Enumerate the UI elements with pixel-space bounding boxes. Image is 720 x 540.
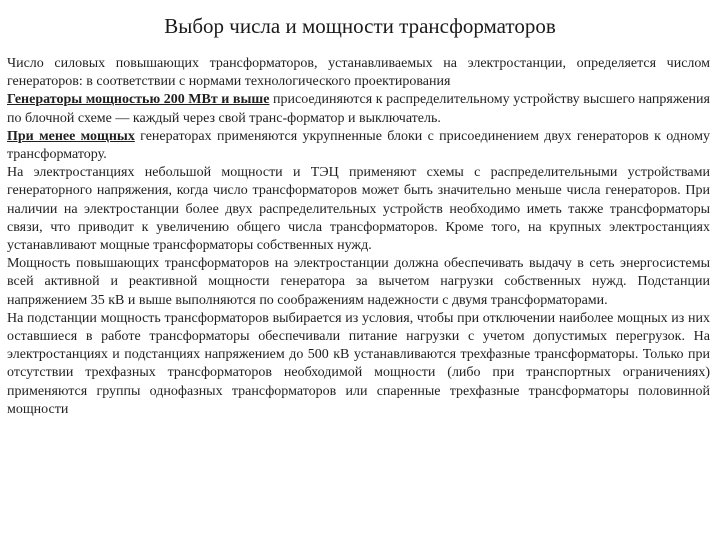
paragraph-step-up-power: Мощность повышающих трансформаторов на электростанции должна обеспечивать выдачу в сеть энергосистемы всей активной и реактивной мощности генератора за вычетом нагрузки собственных нужд. Подстанции напряжением 35 кВ и выше выполняются по соображениям надежности с двумя трансформаторами. [7, 256, 710, 308]
slide-body [7, 55, 710, 419]
emphasis-large-generators: Генераторы мощностью 200 МВт и выше [7, 92, 270, 108]
paragraph-large-generators-text: присоединяются к распределительному устройству высшего напряжения по блочной схеме — каждый через свой транс-форматор и выключатель. [7, 92, 710, 126]
slide-title: Выбор числа и мощности трансформаторов [164, 14, 556, 38]
paragraph-smaller-generators [7, 128, 710, 164]
emphasis-smaller-generators: При менее мощных [7, 128, 135, 144]
paragraph-substation-power: На подстанции мощность трансформаторов выбирается из условия, чтобы при отключении наиболее мощных из них оставшиеся в работе трансформаторы обеспечивали питание нагрузки с учетом допустимых перегрузок. На электростанциях и подстанциях напряжением до 500 кВ устанавливаются трехфазные трансформаторы. Только при отсутствии трехфазных трансформаторов необходимой мощности (либо при транспортных ограничениях) применяются группы однофазных трансформаторов или спаренные трехфазные трансформаторы половинной мощности [7, 310, 710, 417]
paragraph-large-generators [7, 91, 710, 127]
paragraph-transformer-count: Число силовых повышающих трансформаторов, устанавливаемых на электростанции, определяется числом генераторов: в соответствии с нормами технологического проектирования [7, 56, 710, 90]
paragraph-small-plants-chp: На электростанциях небольшой мощности и ТЭЦ применяют схемы с распределительными устройствами генераторного напряжения, когда число трансформаторов может быть значительно меньше числа генераторов. При наличии на электростанции более двух распределительных устройств необходимо иметь также трансформаторы связи, что приводит к увеличению общего числа трансформаторов. Кроме того, на крупных электростанциях устанавливают мощные трансформаторы собственных нужд. [7, 165, 710, 254]
paragraph-smaller-generators-text: генераторах применяются укрупненные блоки с присоединением двух генераторов к одному трансформатору. [7, 128, 711, 163]
